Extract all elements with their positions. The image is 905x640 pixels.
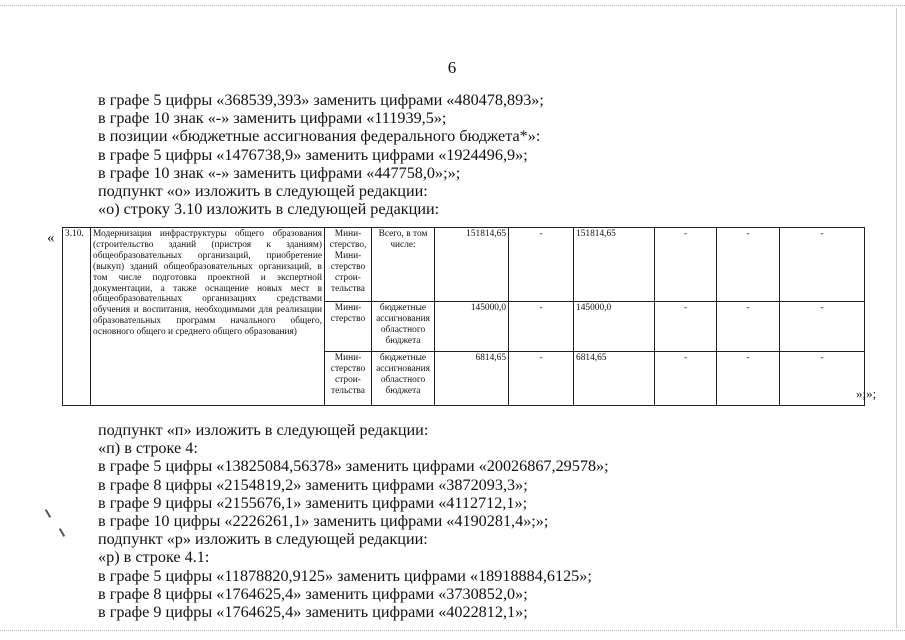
scan-mark xyxy=(59,528,65,537)
total-amount-cell: 6814,65 xyxy=(435,352,509,406)
table-cell: - xyxy=(780,302,865,352)
total-amount-cell: 151814,65 xyxy=(435,228,509,302)
text-line: подпункт «р» изложить в следующей редакции: xyxy=(98,530,428,549)
text-line: подпункт «о» изложить в следующей редакции: xyxy=(98,182,428,201)
text-line: в графе 9 цифры «1764625,4» заменить цифрами «4022812,1»; xyxy=(98,603,528,622)
text-line: в графе 5 цифры «368539,393» заменить цифрами «480478,893»; xyxy=(98,91,544,109)
table-cell: - xyxy=(655,352,717,406)
scan-edge-right xyxy=(896,8,898,628)
table-cell: - xyxy=(509,352,574,406)
funding-source-cell: бюджетные ассигнования областного бюджета xyxy=(372,302,435,352)
table-cell: - xyxy=(780,228,865,302)
text-line: подпункт «п» изложить в следующей редакции: xyxy=(98,421,429,439)
text-line: в графе 5 цифры «1476738,9» заменить цифрами «1924496,9»; xyxy=(98,145,528,164)
amendment-table xyxy=(62,227,865,406)
executor-cell: Мини-стерство строи-тельства xyxy=(325,352,372,406)
text-line: в графе 5 цифры «11878820,9125» заменить цифрами «18918884,6125»; xyxy=(98,566,592,585)
amendment-text-top xyxy=(98,91,858,218)
table-cell: - xyxy=(655,302,717,352)
amount-cell: 6814,65 xyxy=(574,352,655,406)
scan-edge-top xyxy=(0,5,905,8)
text-line: «п) в строке 4: xyxy=(98,439,198,458)
table-cell: - xyxy=(717,302,780,352)
table-cell: - xyxy=(509,302,574,352)
total-amount-cell: 145000,0 xyxy=(435,302,509,352)
table-row xyxy=(63,228,865,302)
table-cell: - xyxy=(780,352,865,406)
text-line: в графе 5 цифры «13825084,56378» заменить цифрами «20026867,29578»; xyxy=(98,457,609,476)
page-number: 6 xyxy=(447,58,457,77)
text-line: в позиции «бюджетные ассигнования федерального бюджета*»: xyxy=(98,127,541,146)
table-cell: - xyxy=(717,352,780,406)
text-line: в графе 8 цифры «1764625,4» заменить цифрами «3730852,0»; xyxy=(98,584,528,603)
measure-description: Модернизация инфраструктуры общего образования (строительство зданий (пристроя к зданиям) общеобразовательных организаций, приобретение (выкуп) зданий общеобразовательных организаций, в том числе подготовка проектной и экспертной документации, а также оснащение новых мест в общеобразовательных организациях средствами обучения и воспитания, необходимыми для реализации образовательных программ начального общего, основного общего и среднего общего образования) xyxy=(91,228,325,406)
text-line: в графе 10 знак «-» заменить цифрами «447758,0»;»; xyxy=(98,163,461,182)
amount-cell: 151814,65 xyxy=(574,228,655,302)
text-line: в графе 10 цифры «2226261,1» заменить цифрами «4190281,4»;»; xyxy=(98,512,549,531)
table-cell: - xyxy=(655,228,717,302)
text-line: «р) в строке 4.1: xyxy=(98,548,210,567)
funding-source-cell: Всего, в том числе: xyxy=(372,228,435,302)
row-number: 3.10. xyxy=(63,228,91,406)
table-cell: - xyxy=(509,228,574,302)
amount-cell: 145000,0 xyxy=(574,302,655,352)
executor-cell: Мини-стерство xyxy=(325,302,372,352)
opening-quote: « xyxy=(47,230,55,246)
funding-source-cell: бюджетные ассигнования областного бюджета xyxy=(372,352,435,406)
scan-mark xyxy=(45,509,51,518)
text-line: в графе 9 цифры «2155676,1» заменить цифрами «4112712,1»; xyxy=(98,493,528,512)
executor-cell: Мини-стерство, Мини-стерство строи-тельства xyxy=(325,228,372,302)
table-cell: - xyxy=(717,228,780,302)
text-line: в графе 10 знак «-» заменить цифрами «111939,5»; xyxy=(98,109,447,128)
text-line: «о) строку 3.10 изложить в следующей редакции: xyxy=(98,200,440,219)
text-line: в графе 8 цифры «2154819,2» заменить цифрами «3872093,3»; xyxy=(98,475,528,494)
amendment-text-bottom xyxy=(98,421,858,621)
scan-edge-bottom xyxy=(0,630,905,633)
closing-quote: »;»; xyxy=(856,386,877,401)
